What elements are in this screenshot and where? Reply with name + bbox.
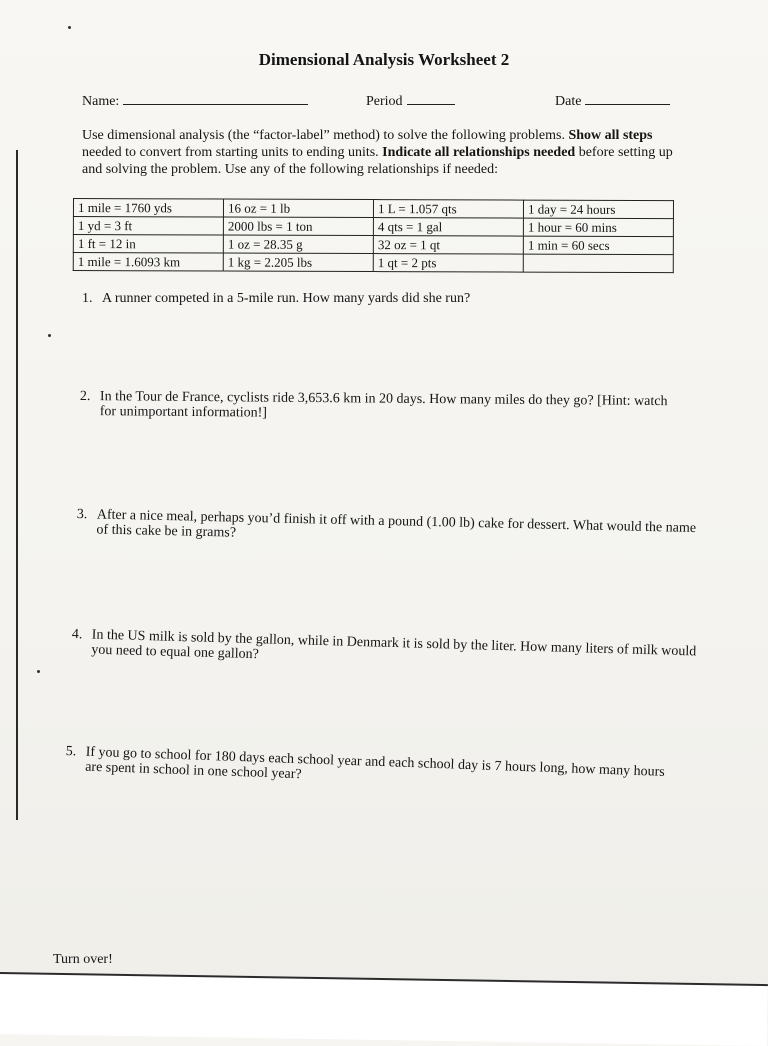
relationships-table [73,198,674,273]
table-cell: 1 day = 24 hours [523,200,673,219]
name-label: Name: [82,94,120,109]
name-field [82,92,308,110]
question-number: 3. [76,507,88,523]
question-text: A runner competed in a 5-mile run. How many yards did she run? [102,291,471,306]
question-number: 1. [82,291,93,306]
question-2 [80,389,685,424]
question-text: If you go to school for 180 days each school year and each school day is 7 hours long, how many hours are spent in school in one school year? [84,744,665,783]
table-row [73,235,673,255]
table-cell [523,254,673,273]
question-4 [71,627,697,674]
instructions-text: before setting up and solving the problem. Use any of the following relationships if needed: [82,145,673,177]
worksheet-title: Dimensional Analysis Worksheet 2 [258,50,510,69]
instructions-emphasis: Show all steps [568,128,653,143]
name-blank[interactable] [123,92,308,105]
question-3 [76,507,697,551]
instructions-text: Use dimensional analysis (the “factor-label” method) to solve the following problems. [82,128,569,143]
instructions [82,127,692,178]
table-cell: 1 L = 1.057 qts [373,200,523,219]
page-edge-shadow [16,150,18,820]
scan-speck [48,334,51,337]
question-text: In the US milk is sold by the gallon, while in Denmark it is sold by the liter. How many liters of milk would you need to equal one gallon? [91,627,697,663]
date-field [555,92,670,110]
scan-speck [68,26,71,29]
period-field [366,92,455,110]
question-1 [82,291,682,306]
question-text: In the Tour de France, cyclists ride 3,653.6 km in 20 days. How many miles do they go? [Hint: watch for unimportant information!] [99,389,668,421]
table-cell: 4 qts = 1 gal [373,218,523,237]
turn-over-note: Turn over! [53,952,113,967]
instructions-emphasis: Indicate all relationships needed [382,145,576,160]
table-cell: 1 mile = 1.6093 km [73,253,223,272]
question-number: 5. [65,744,77,760]
question-5 [65,744,666,795]
question-number: 4. [71,627,83,643]
table-cell: 1 yd = 3 ft [73,217,223,236]
period-blank[interactable] [407,92,455,105]
table-cell: 1 min = 60 secs [523,236,673,255]
table-cell: 32 oz = 1 qt [373,236,523,255]
question-text: After a nice meal, perhaps you’d finish it off with a pound (1.00 lb) cake for dessert. What would the name of this cake be in grams? [96,507,697,541]
table-cell: 1 oz = 28.35 g [223,235,373,254]
period-label: Period [366,94,403,109]
date-label: Date [555,94,582,109]
table-cell: 1 hour = 60 mins [523,218,673,237]
scan-speck [37,670,40,673]
instructions-text: needed to convert from starting units to ending units. [82,145,383,160]
table-cell: 1 ft = 12 in [73,235,223,254]
table-cell: 2000 lbs = 1 ton [223,217,373,236]
page-bottom-edge [0,972,768,1046]
table-cell: 16 oz = 1 lb [223,199,373,218]
table-cell: 1 kg = 2.205 lbs [223,253,373,272]
table-cell: 1 qt = 2 pts [373,254,523,273]
date-blank[interactable] [585,92,670,105]
table-row [73,217,673,237]
table-row [73,253,673,273]
question-number: 2. [79,389,91,405]
table-cell: 1 mile = 1760 yds [73,199,223,218]
table-row [73,199,673,219]
